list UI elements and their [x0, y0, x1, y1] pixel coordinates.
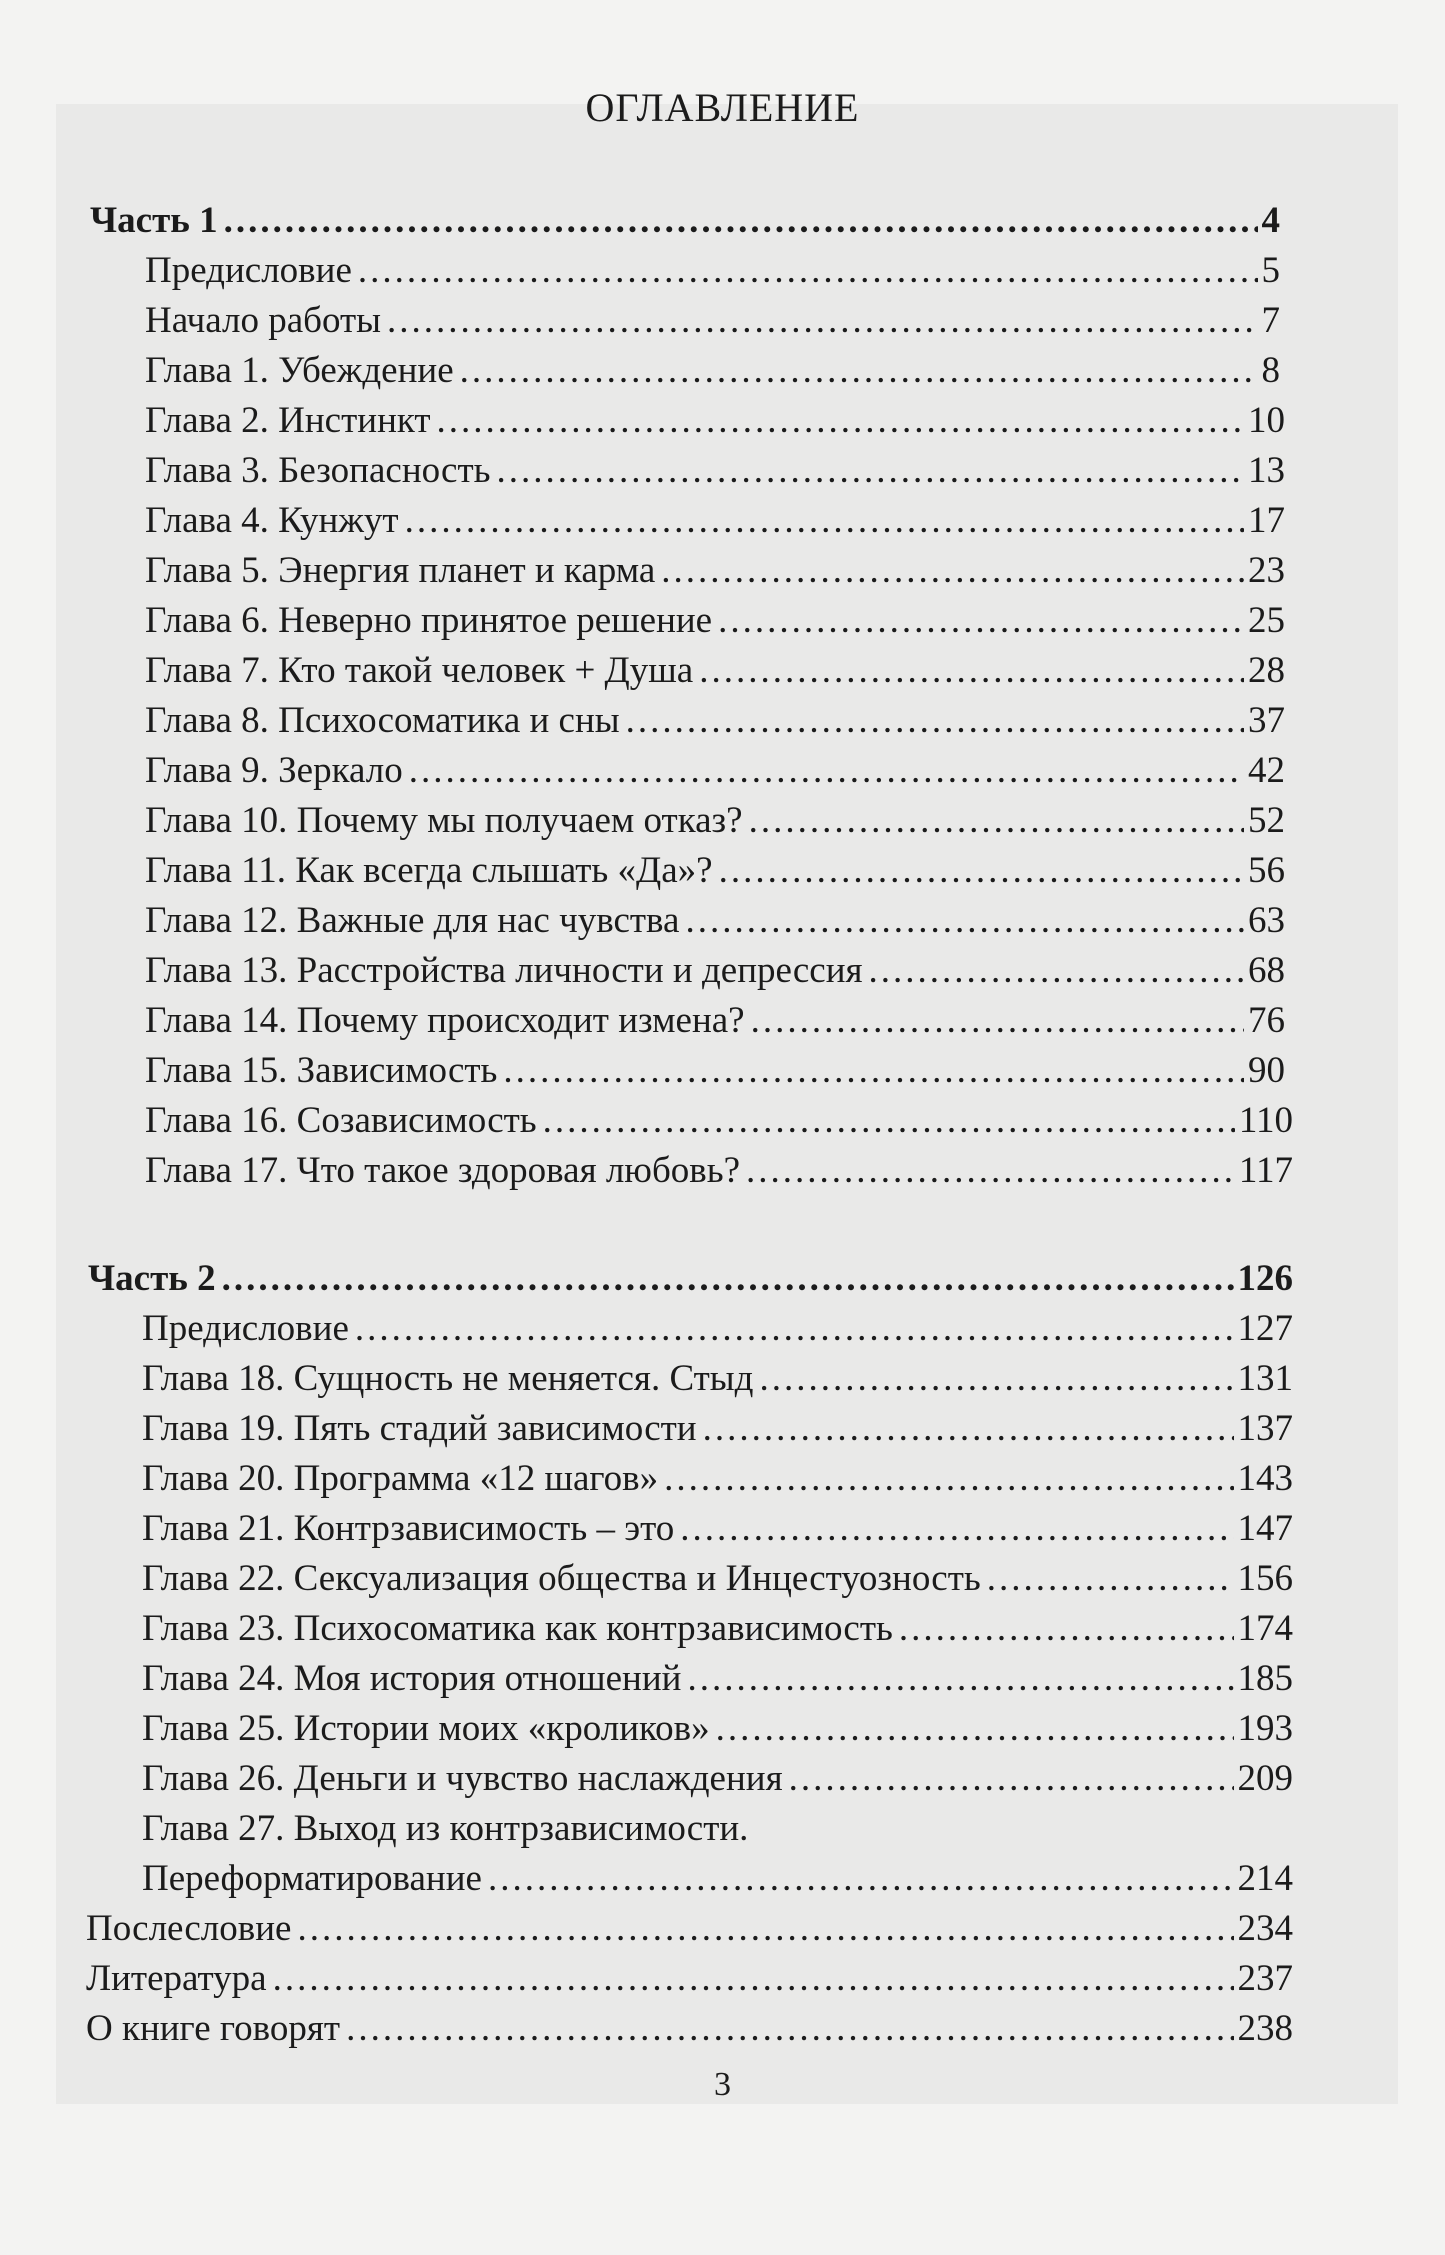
toc-entry[interactable] [142, 1404, 1293, 1454]
toc-entry[interactable] [145, 346, 1280, 396]
dot-leader [719, 846, 1244, 896]
toc-entry-label: Начало работы [145, 300, 382, 341]
toc-page-number: 4 [1261, 200, 1280, 241]
toc-entry[interactable] [142, 1854, 1293, 1904]
toc-entry[interactable] [145, 496, 1285, 546]
toc-part-2[interactable] [88, 1254, 1293, 1304]
toc-part-label: Часть 1 [90, 200, 218, 241]
toc-entry-label: Глава 23. Психосоматика как контрзависимость [142, 1608, 893, 1649]
toc-page-number: 56 [1248, 850, 1285, 891]
dot-leader [409, 746, 1244, 796]
toc-entry-label: Глава 15. Зависимость [145, 1050, 498, 1091]
dot-leader [716, 1704, 1234, 1754]
toc-entry-label-line1[interactable]: Глава 27. Выход из контрзависимости. [142, 1808, 749, 1849]
toc-entry[interactable] [145, 1146, 1293, 1196]
toc-entry-label: Глава 26. Деньги и чувство наслаждения [142, 1758, 783, 1799]
toc-entry-label: Глава 19. Пять стадий зависимости [142, 1408, 697, 1449]
toc-page-number: 185 [1237, 1658, 1293, 1699]
dot-leader [661, 546, 1244, 596]
toc-page-number: 7 [1261, 300, 1280, 341]
toc-entry-label: Глава 2. Инстинкт [145, 400, 431, 441]
toc-page-number: 110 [1238, 1100, 1293, 1141]
toc-page-number: 237 [1237, 1958, 1293, 1999]
toc-entry[interactable] [145, 596, 1285, 646]
toc-entry-label: Глава 10. Почему мы получаем отказ? [145, 800, 743, 841]
toc-entry-label: Глава 16. Созависимость [145, 1100, 537, 1141]
toc-entry-label: Глава 1. Убеждение [145, 350, 454, 391]
dot-leader [789, 1754, 1234, 1804]
dot-leader [987, 1554, 1234, 1604]
toc-back-matter-entry[interactable] [86, 1904, 1293, 1954]
dot-leader [387, 296, 1257, 346]
dot-leader [297, 1904, 1233, 1954]
toc-page-number: 214 [1237, 1858, 1293, 1899]
toc-page-number: 42 [1248, 750, 1285, 791]
dot-leader [273, 1954, 1234, 2004]
dot-leader [687, 1654, 1233, 1704]
toc-entry-label: Глава 24. Моя история отношений [142, 1658, 682, 1699]
toc-entry-label: Глава 6. Неверно принятое решение [145, 600, 713, 641]
toc-page-number: 147 [1237, 1508, 1293, 1549]
dot-leader [437, 396, 1244, 446]
dot-leader [497, 446, 1244, 496]
toc-page-number: 68 [1248, 950, 1285, 991]
dot-leader [699, 646, 1244, 696]
page-title: ОГЛАВЛЕНИЕ [585, 85, 860, 130]
toc-page-number: 76 [1248, 1000, 1285, 1041]
toc-entry[interactable] [145, 446, 1285, 496]
dot-leader [751, 996, 1244, 1046]
toc-page-number: 8 [1261, 350, 1280, 391]
dot-leader [626, 696, 1244, 746]
toc-page-number: 143 [1237, 1458, 1293, 1499]
toc-entry-label: Глава 12. Важные для нас чувства [145, 900, 680, 941]
toc-entry[interactable] [142, 1304, 1293, 1354]
toc-page-number: 37 [1248, 700, 1285, 741]
toc-entry[interactable] [142, 1654, 1293, 1704]
toc-entry-label: Глава 11. Как всегда слышать «Да»? [145, 850, 713, 891]
toc-entry[interactable] [142, 1604, 1293, 1654]
toc-page-number: 209 [1237, 1758, 1293, 1799]
dot-leader [760, 1354, 1234, 1404]
toc-entry[interactable] [145, 846, 1285, 896]
toc-part-1[interactable] [90, 196, 1280, 246]
dot-leader [680, 1504, 1233, 1554]
dot-leader [488, 1854, 1234, 1904]
toc-entry[interactable] [145, 296, 1280, 346]
toc-entry-label: Предисловие [142, 1308, 349, 1349]
dot-leader [358, 246, 1258, 296]
toc-page-number: 5 [1261, 250, 1280, 291]
toc-page-number: 193 [1237, 1708, 1293, 1749]
toc-entry[interactable] [145, 746, 1285, 796]
dot-leader [746, 1146, 1235, 1196]
toc-back-matter-entry[interactable] [86, 2004, 1293, 2054]
toc-entry[interactable] [145, 996, 1285, 1046]
toc-entry[interactable] [145, 796, 1285, 846]
toc-entry[interactable] [145, 696, 1285, 746]
toc-entry-label: Глава 14. Почему происходит измена? [145, 1000, 745, 1041]
toc-entry-label: Глава 22. Сексуализация общества и Инцестуозность [142, 1558, 981, 1599]
toc-entry[interactable] [145, 396, 1285, 446]
toc-page-number: 63 [1248, 900, 1285, 941]
toc-page-number: 117 [1238, 1150, 1293, 1191]
toc-page-number: 10 [1248, 400, 1285, 441]
dot-leader [685, 896, 1244, 946]
dot-leader [355, 1304, 1234, 1354]
toc-page-number: 126 [1237, 1258, 1293, 1299]
toc-page-number: 52 [1248, 800, 1285, 841]
toc-entry[interactable] [145, 1096, 1293, 1146]
dot-leader [543, 1096, 1235, 1146]
dot-leader [664, 1454, 1233, 1504]
toc-entry[interactable] [145, 546, 1285, 596]
toc-page-number: 127 [1237, 1308, 1293, 1349]
toc-page-number: 23 [1248, 550, 1285, 591]
toc-entry-label: Глава 18. Сущность не меняется. Стыд [142, 1358, 754, 1399]
toc-entry-label: Глава 9. Зеркало [145, 750, 403, 791]
toc-entry[interactable] [142, 1754, 1293, 1804]
dot-leader [703, 1404, 1234, 1454]
page-number-footer: 3 [714, 2066, 731, 2103]
toc-entry[interactable] [145, 1046, 1285, 1096]
toc-page-number: 131 [1237, 1358, 1293, 1399]
toc-page-number: 28 [1248, 650, 1285, 691]
toc-entry[interactable] [145, 646, 1285, 696]
toc-page-number: 234 [1237, 1908, 1293, 1949]
toc-page-number: 25 [1248, 600, 1285, 641]
toc-entry-label: Глава 4. Кунжут [145, 500, 399, 541]
dot-leader [346, 2004, 1233, 2054]
toc-entry-label: Переформатирование [142, 1858, 482, 1899]
toc-entry-label: Глава 20. Программа «12 шагов» [142, 1458, 659, 1499]
toc-page-number: 13 [1248, 450, 1285, 491]
toc-entry[interactable] [142, 1504, 1293, 1554]
toc-entry[interactable] [145, 246, 1280, 296]
toc-page-number: 156 [1237, 1558, 1293, 1599]
dot-leader [718, 596, 1244, 646]
toc-page-number: 137 [1237, 1408, 1293, 1449]
toc-entry-label: Глава 8. Психосоматика и сны [145, 700, 620, 741]
toc-entry-label: Послесловие [86, 1908, 292, 1949]
toc-entry-label: Глава 21. Контрзависимость – это [142, 1508, 675, 1549]
dot-leader [460, 346, 1258, 396]
toc-entry-label: Предисловие [145, 250, 352, 291]
dot-leader [749, 796, 1244, 846]
toc-part-label: Часть 2 [88, 1258, 216, 1299]
toc-entry-label: О книге говорят [86, 2008, 341, 2049]
toc-entry[interactable] [142, 1554, 1293, 1604]
toc-entry[interactable] [145, 896, 1285, 946]
toc-back-matter-entry[interactable] [86, 1954, 1293, 2004]
dot-leader [224, 196, 1258, 246]
dot-leader [869, 946, 1244, 996]
toc-entry-label: Глава 3. Безопасность [145, 450, 491, 491]
toc-entry-label: Глава 5. Энергия планет и карма [145, 550, 656, 591]
toc-entry-label: Литература [86, 1958, 267, 1999]
toc-entry-label: Глава 7. Кто такой человек + Душа [145, 650, 694, 691]
toc-entry-label: Глава 17. Что такое здоровая любовь? [145, 1150, 741, 1191]
toc-entry[interactable] [142, 1704, 1293, 1754]
toc-page-number: 174 [1237, 1608, 1293, 1649]
toc-page-number: 90 [1248, 1050, 1285, 1091]
toc-page-number: 238 [1237, 2008, 1293, 2049]
toc-entry[interactable] [142, 1354, 1293, 1404]
toc-entry[interactable] [145, 946, 1285, 996]
toc-entry-label: Глава 25. Истории моих «кроликов» [142, 1708, 710, 1749]
toc-entry-label: Глава 13. Расстройства личности и депрессия [145, 950, 863, 991]
dot-leader [899, 1604, 1234, 1654]
dot-leader [222, 1254, 1234, 1304]
toc-page-number: 17 [1248, 500, 1285, 541]
toc-entry[interactable] [142, 1454, 1293, 1504]
dot-leader [503, 1046, 1244, 1096]
dot-leader [405, 496, 1244, 546]
